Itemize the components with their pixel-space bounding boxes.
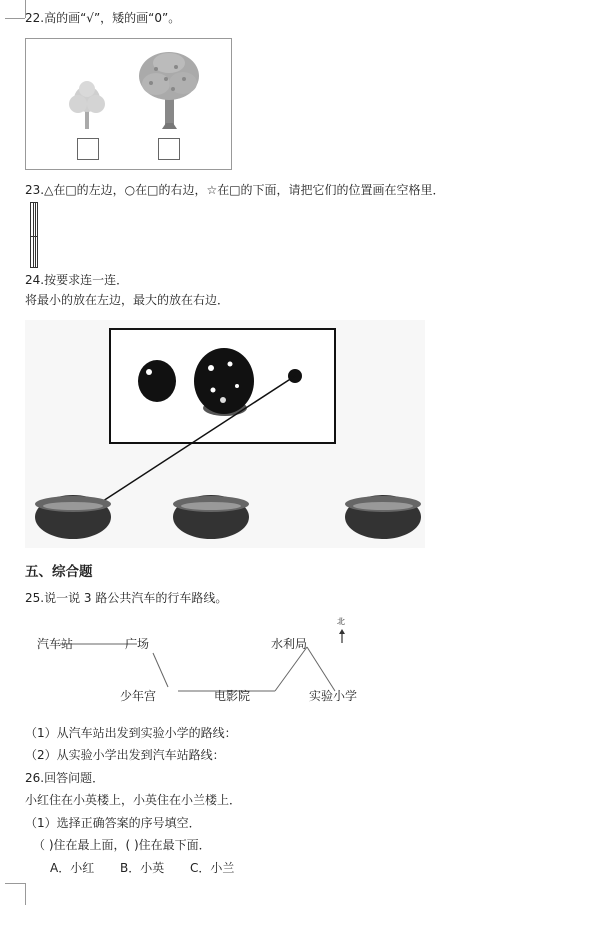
q25-sub1: （1）从汽车站出发到实验小学的路线：	[25, 726, 237, 740]
q23-grid[interactable]	[30, 202, 38, 268]
q26-option-a: A．小红	[50, 861, 95, 875]
basket-middle-icon	[173, 495, 249, 539]
stop-youth-palace: 少年宫	[120, 689, 157, 703]
stop-square: 广场	[125, 637, 150, 651]
q22-figure	[25, 38, 232, 170]
corner-mark-bottom-left-v	[25, 883, 26, 905]
corner-mark-bottom-left	[5, 883, 25, 884]
q22-text: 22.高的画“√”，矮的画“0”。	[25, 11, 181, 25]
corner-mark-top-left	[5, 18, 25, 19]
north-label: 北	[337, 617, 345, 626]
stop-experimental-school: 实验小学	[309, 689, 358, 703]
q26-line1: 26.回答问题．	[25, 771, 105, 785]
stop-bus-station: 汽车站	[37, 637, 74, 651]
basket-left-icon	[35, 495, 111, 539]
short-tree-answer-box[interactable]	[77, 138, 99, 160]
tall-tree-answer-box[interactable]	[158, 138, 180, 160]
q23-text: 23.△在□的左边，○在□的右边，☆在□的下面，请把它们的位置画在空格里．	[25, 183, 445, 197]
q26-line2: 小红住在小英楼上，小英住在小兰楼上．	[25, 793, 242, 807]
bus-route-map	[25, 615, 385, 710]
q24-line1: 24.按要求连一连．	[25, 273, 129, 287]
stop-water-bureau: 水利局	[271, 637, 308, 651]
q25-sub2: （2）从实验小学出发到汽车站路线：	[25, 748, 225, 762]
tall-tree-icon	[139, 52, 199, 129]
q24-figure	[25, 320, 425, 548]
q26-option-b: B．小英	[120, 861, 165, 875]
q26-line4: （ )住在最上面，( )住在最下面．	[33, 838, 211, 852]
basket-right-icon	[345, 495, 421, 539]
q25-text: 25.说一说 3 路公共汽车的行车路线。	[25, 591, 228, 605]
trees-illustration	[26, 39, 231, 169]
q26-option-c: C．小兰	[190, 861, 235, 875]
short-tree-icon	[69, 81, 105, 129]
q26-line3: （1）选择正确答案的序号填空．	[25, 816, 201, 830]
balls-and-baskets-illustration	[25, 320, 425, 548]
q24-line2: 将最小的放在左边，最大的放在右边．	[25, 293, 230, 307]
stop-cinema: 电影院	[214, 689, 251, 703]
medium-ball-icon	[138, 360, 176, 402]
section-heading: 五、综合题	[25, 564, 93, 580]
